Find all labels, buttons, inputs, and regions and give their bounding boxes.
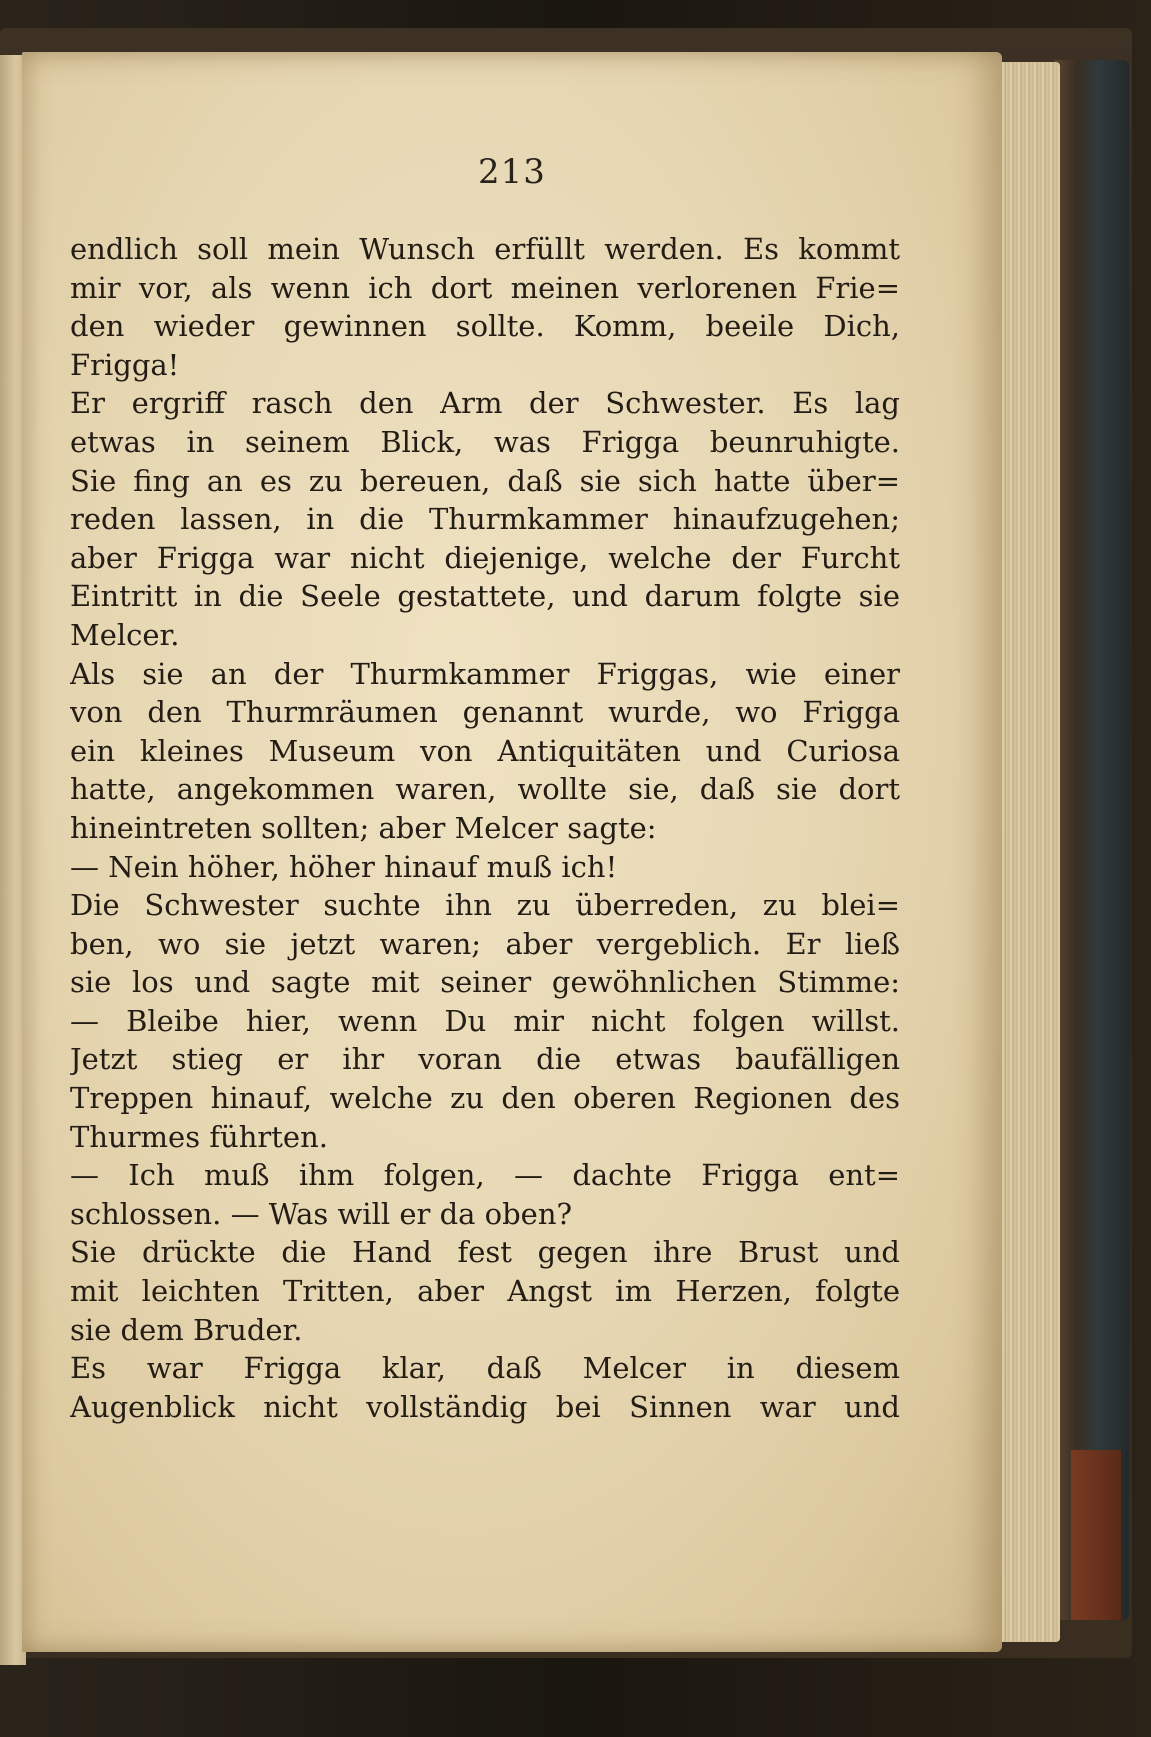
text-line: ein kleines Museum von Antiquitäten und Curiosa xyxy=(70,733,900,768)
text-line: — Nein höher, höher hinauf muß ich! xyxy=(70,849,618,884)
text-line: Er ergriff rasch den Arm der Schwester. Es lag xyxy=(70,386,900,421)
text-line: Die Schwester suchte ihn zu überreden, zu blei= xyxy=(70,888,900,923)
text-line: schlossen. — Was will er da oben? xyxy=(70,1196,573,1231)
text-line: Sie fing an es zu bereuen, daß sie sich hatte über= xyxy=(70,463,900,498)
text-line: Jetzt stieg er ihr voran die etwas baufälligen xyxy=(70,1042,900,1077)
text-line: mit leichten Tritten, aber Angst im Herzen, folgte xyxy=(70,1274,900,1309)
text-line: Thurmes führten. xyxy=(70,1119,328,1154)
text-line: Augenblick nicht vollständig bei Sinnen war und xyxy=(70,1389,900,1424)
text-line: Sie drückte die Hand fest gegen ihre Brust und xyxy=(70,1235,900,1270)
text-line: Frigga! xyxy=(70,347,180,382)
text-line: Als sie an der Thurmkammer Friggas, wie einer xyxy=(70,656,900,691)
cover-edge xyxy=(1054,60,1129,1620)
text-line: hatte, angekommen waren, wollte sie, daß sie dort xyxy=(70,772,900,807)
text-line: sie los und sagte mit seiner gewöhnlichen Stimme: xyxy=(70,965,900,1000)
text-line: Es war Frigga klar, daß Melcer in diesem xyxy=(70,1351,900,1386)
text-line: sie dem Bruder. xyxy=(70,1312,303,1347)
page-text xyxy=(70,230,900,1426)
text-line: mir vor, als wenn ich dort meinen verlorenen Frie= xyxy=(70,270,900,305)
text-line: — Ich muß ihm folgen, — dachte Frigga ent= xyxy=(70,1158,900,1193)
cover-corner xyxy=(1071,1450,1121,1620)
text-line: ben, wo sie jetzt waren; aber vergeblich. Er ließ xyxy=(70,926,900,961)
text-line: von den Thurmräumen genannt wurde, wo Frigga xyxy=(70,695,900,730)
text-line: Eintritt in die Seele gestattete, und darum folgte sie xyxy=(70,579,900,614)
text-line: aber Frigga war nicht diejenige, welche der Furcht xyxy=(70,540,900,575)
text-line: Treppen hinauf, welche zu den oberen Regionen des xyxy=(70,1081,900,1116)
text-line: etwas in seinem Blick, was Frigga beunruhigte. xyxy=(70,424,900,459)
text-line: reden lassen, in die Thurmkammer hinaufzugehen; xyxy=(70,502,900,537)
text-line: den wieder gewinnen sollte. Komm, beeile Dich, xyxy=(70,309,900,344)
book-page xyxy=(22,52,1002,1652)
text-line: hineintreten sollten; aber Melcer sagte: xyxy=(70,810,657,845)
text-line: — Bleibe hier, wenn Du mir nicht folgen willst. xyxy=(70,1003,900,1038)
page-number: 213 xyxy=(478,152,546,192)
text-line: endlich soll mein Wunsch erfüllt werden. Es kommt xyxy=(70,232,900,266)
text-line: Melcer. xyxy=(70,617,180,652)
